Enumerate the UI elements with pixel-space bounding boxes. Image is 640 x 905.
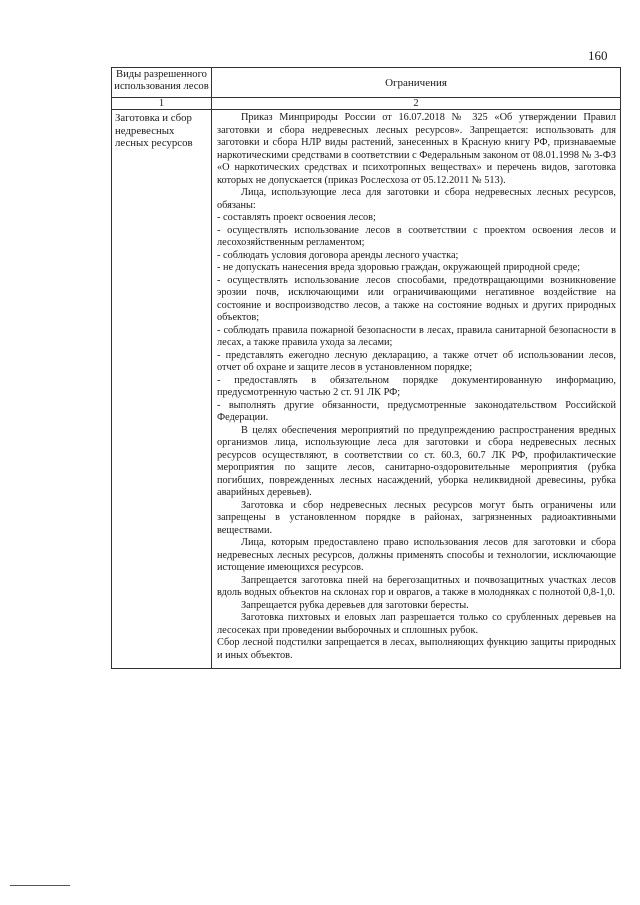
restriction-paragraph: Заготовка и сбор недревесных лесных ресурсов могут быть ограничены или запрещены в установленном порядке в районах, загрязненных радиоактивными веществами. <box>217 499 616 536</box>
restrictions-cell <box>212 110 621 669</box>
restriction-paragraph: Запрещается рубка деревьев для заготовки бересты. <box>241 599 469 611</box>
restriction-paragraph: - представлять ежегодно лесную декларацию, а также отчет об использовании лесов, отчет об охране и защите лесов в установленном порядке; <box>217 349 616 373</box>
restriction-paragraph: Лица, использующие леса для заготовки и сбора недревесных лесных ресурсов, обязаны: <box>217 187 616 211</box>
column-number-1: 1 <box>112 98 212 110</box>
table-row <box>112 110 621 669</box>
restriction-paragraph: - осуществлять использование лесов способами, предотвращающими возникновение эрозии почв, исключающими или ограничивающими негативное воздействие на состояние и воспроизводство лесов, а также на состояние водных и других природных объектов; <box>217 274 616 323</box>
restriction-paragraph: Лица, которым предоставлено право использования лесов для заготовки и сбора недревесных лесных ресурсов, должны применять способы и технологии, исключающие истощение имеющихся ресурсов. <box>217 537 616 573</box>
column-number-row <box>112 98 621 110</box>
restriction-paragraph: Запрещается заготовка пней на берегозащитных и почвозащитных участках лесов вдоль водных объектов на склонах гор и оврагов, а также в молодняках с полнотой 0,8-1,0. <box>217 574 616 598</box>
restriction-paragraph: - соблюдать правила пожарной безопасности в лесах, правила санитарной безопасности в лесах, а также правила ухода за лесами; <box>217 324 616 348</box>
restriction-paragraph: Заготовка пихтовых и еловых лап разрешается только со срубленных деревьев на лесосеках при проведении выборочных и сплошных рубок. <box>217 612 616 636</box>
restrictions-table <box>111 67 621 669</box>
header-use-types: Виды разрешенного использования лесов <box>112 68 212 98</box>
restriction-paragraph: - осуществлять использование лесов в соответствии с проектом освоения лесов и лесохозяйственным регламентом; <box>217 224 616 248</box>
restriction-paragraph: - составлять проект освоения лесов; <box>217 212 376 223</box>
restriction-paragraph: - выполнять другие обязанности, предусмотренные законодательством Российской Федерации. <box>217 399 616 423</box>
restriction-paragraph: - соблюдать условия договора аренды лесного участка; <box>217 249 459 261</box>
restriction-paragraph: - не допускать нанесения вреда здоровью граждан, окружающей природной среде; <box>217 262 581 273</box>
restriction-paragraph: Сбор лесной подстилки запрещается в лесах, выполняющих функцию защиты природных и иных объектов. <box>217 637 616 661</box>
restriction-paragraph: Приказ Минприроды России от 16.07.2018 № 325 «Об утверждении Правил заготовки и сбора недревесных лесных ресурсов». Запрещается: использовать для заготовки и сбора НЛР виды растений, занесенных в Красную книгу РФ, признаваемые наркотическими средствами в соответствии с Федеральным законом от 08.01.1998 № 3-ФЗ «О наркотических средствах и психотропных веществах» и перечень видов, заготовка которых не допускается (приказ Рослесхоза от 05.12.2011 № 513). <box>217 112 616 186</box>
header-restrictions: Ограничения <box>212 68 621 98</box>
use-type-cell: Заготовка и сбор недревесных лесных ресурсов <box>112 110 212 669</box>
restriction-paragraph: - предоставлять в обязательном порядке документированную информацию, предусмотренную частью 2 ст. 91 ЛК РФ; <box>217 374 616 398</box>
page-number: 160 <box>588 48 608 63</box>
table-header-row <box>112 68 621 98</box>
column-number-2: 2 <box>212 98 621 110</box>
restriction-paragraph: В целях обеспечения мероприятий по предупреждению распространения вредных организмов лица, использующие леса для заготовки и сбора недревесных лесных ресурсов осуществляют, в соответствии со ст. 60.3, 60.7 ЛК РФ, профилактические мероприятия по защите лесов, санитарно-оздоровительные мероприятия (рубка погибших, поврежденных лесных насаждений, уборка неликвидной древесины, рубка аварийных деревьев). <box>217 424 616 498</box>
footnote-rule <box>10 885 70 886</box>
